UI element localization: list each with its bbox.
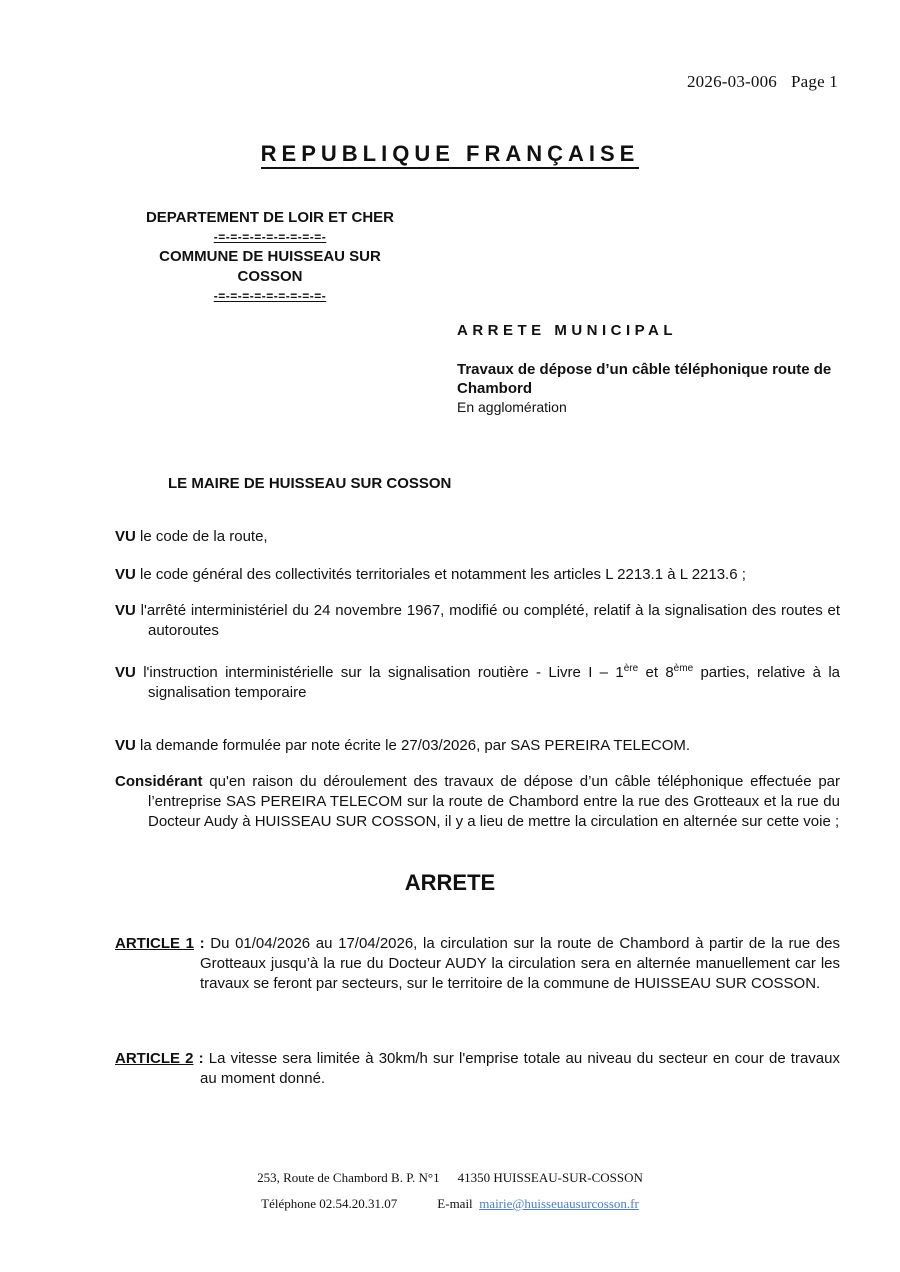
mayor-heading: LE MAIRE DE HUISSEAU SUR COSSON: [168, 475, 452, 492]
vu-paragraph-5: VU la demande formulée par note écrite le 27/03/2026, par SAS PEREIRA TELECOM.: [115, 737, 691, 754]
footer-contact: Téléphone 02.54.20.31.07 E-mail mairie@huisseuausurcosson.fr: [261, 1196, 639, 1211]
decree-subtitle: En agglomération: [457, 399, 567, 415]
considerant-paragraph: Considérant qu'en raison du déroulement des travaux de dépose d’un câble téléphonique effectuée par l’entreprise SAS PEREIRA TELECOM sur la route de Chambord entre la rue des Grotteaux et la rue du Docteur Audy à HUISSEAU SUR COSSON, il y a lieu de mettre la circulation en alternée sur cette voie ;: [115, 773, 840, 830]
email-link[interactable]: mairie@huisseuausurcosson.fr: [479, 1196, 639, 1211]
reference-number: 2026-03-006: [686, 72, 777, 91]
article-1-label: ARTICLE 1: [115, 935, 194, 952]
decree-type: ARRETE MUNICIPAL: [457, 322, 678, 339]
arrete-heading: ARRETE: [404, 870, 496, 895]
department-name: DEPARTEMENT DE LOIR ET CHER: [145, 209, 395, 226]
page-number: Page 1: [791, 72, 838, 91]
article-2-label: ARTICLE 2: [115, 1050, 194, 1067]
separator-2: -=-=-=-=-=-=-=-=-=-: [213, 289, 327, 303]
separator-1: -=-=-=-=-=-=-=-=-=-: [213, 230, 327, 244]
article-1: ARTICLE 1 : Du 01/04/2026 au 17/04/2026, la circulation sur la route de Chambord à partir de la rue des Grotteaux jusqu’à la rue du Docteur AUDY la circulation sera en alternée manuellement car les travaux se feront par secteurs, sur le territoire de la commune de HUISSEAU SUR COSSON.: [115, 935, 840, 992]
decree-subject: Travaux de dépose d’un câble téléphonique route de Chambord: [457, 361, 832, 397]
republic-heading: REPUBLIQUE FRANÇAISE: [0, 141, 900, 167]
footer-address: 253, Route de Chambord B. P. N°1 41350 HUISSEAU-SUR-COSSON: [257, 1170, 643, 1185]
document-reference: [687, 72, 838, 92]
commune-name: COMMUNE DE HUISSEAU SUR COSSON: [159, 248, 381, 285]
vu-paragraph-4: VU l'instruction interministérielle sur la signalisation routière - Livre I – 1ère et 8ème parties, relative à la signalisation temporaire: [115, 663, 841, 701]
article-2: ARTICLE 2 : La vitesse sera limitée à 30km/h sur l'emprise totale au niveau du secteur en cour de travaux au moment donné.: [115, 1050, 840, 1087]
vu-paragraph-2: VU le code général des collectivités territoriales et notamment les articles L 2213.1 à L 2213.6 ;: [115, 566, 746, 583]
article-2-text: La vitesse sera limitée à 30km/h sur l'emprise totale au niveau du secteur en cour de travaux au moment donné.: [200, 1050, 840, 1087]
vu-paragraph-3: VU l'arrêté interministériel du 24 novembre 1967, modifié ou complété, relatif à la signalisation des routes et autoroutes: [115, 602, 841, 639]
article-1-text: Du 01/04/2026 au 17/04/2026, la circulation sur la route de Chambord à partir de la rue des Grotteaux jusqu’à la rue du Docteur AUDY la circulation sera en alternée manuellement car les travaux se feront par secteurs, sur le territoire de la commune de HUISSEAU SUR COSSON.: [200, 935, 840, 992]
vu-paragraph-1: VU le code de la route,: [115, 528, 268, 545]
